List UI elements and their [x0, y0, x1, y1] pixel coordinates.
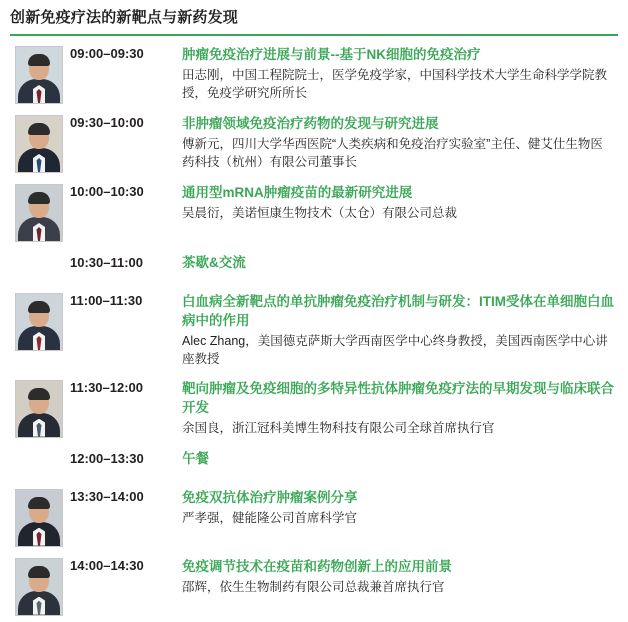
session-title: 靶向肿瘤及免疫细胞的多特异性抗体肿瘤免疫疗法的早期发现与临床联合开发 — [182, 380, 614, 415]
speaker-bio: 余国良，浙江冠科美博生物科技有限公司全球首席执行官 — [182, 420, 495, 435]
speaker-photo — [15, 184, 63, 242]
session-title: 肿瘤免疫治疗进展与前景--基于NK细胞的免疫治疗 — [182, 47, 481, 62]
agenda-list — [0, 36, 628, 621]
speaker-photo-cell — [8, 183, 70, 242]
speaker-photo — [15, 380, 63, 438]
session-time: 09:00–09:30 — [70, 46, 144, 61]
session-details — [182, 45, 620, 102]
session-title: 白血病全新靶点的单抗肿瘤免疫治疗机制与研发：ITIM受体在单细胞白血病中的作用 — [182, 294, 614, 329]
speaker-photo-cell — [8, 557, 70, 616]
speaker-photo-cell — [8, 292, 70, 351]
speaker-photo — [15, 489, 63, 547]
break-title: 午餐 — [182, 450, 209, 466]
session-time: 13:30–14:00 — [70, 488, 144, 504]
speaker-bio: 严孝强，健能隆公司首席科学官 — [182, 510, 358, 525]
agenda-row — [8, 374, 620, 443]
speaker-photo-cell — [8, 450, 70, 451]
agenda-row — [8, 109, 620, 178]
speaker-photo-cell — [8, 114, 70, 173]
speaker-photo — [15, 558, 63, 616]
speaker-photo-cell — [8, 379, 70, 438]
session-details — [182, 183, 620, 222]
agenda-row — [8, 287, 620, 374]
speaker-bio: 邵辉，依生生物制药有限公司总裁兼首席执行官 — [182, 579, 445, 594]
speaker-photo-cell — [8, 488, 70, 547]
session-time: 11:00–11:30 — [70, 293, 143, 308]
session-time: 10:30–11:00 — [70, 255, 144, 270]
speaker-photo — [15, 46, 63, 104]
speaker-bio: Alec Zhang，美国德克萨斯大学西南医学中心终身教授，美国西南医学中心讲座教授 — [182, 334, 608, 367]
session-details — [182, 450, 620, 469]
page-header — [0, 0, 628, 31]
session-title: 非肿瘤领域免疫治疗药物的发现与研究进展 — [182, 116, 439, 131]
session-details — [182, 379, 620, 437]
session-time: 10:00–10:30 — [70, 184, 144, 199]
session-title: 通用型mRNA肿瘤疫苗的最新研究进展 — [182, 185, 413, 200]
session-title: 免疫调节技术在疫苗和药物创新上的应用前景 — [182, 558, 452, 574]
speaker-photo — [15, 115, 63, 173]
session-details — [182, 114, 620, 171]
session-details — [182, 292, 620, 369]
session-time: 12:00–13:30 — [70, 450, 144, 466]
session-title: 免疫双抗体治疗肿瘤案例分享 — [182, 489, 358, 505]
agenda-row — [8, 552, 620, 621]
agenda-row — [8, 40, 620, 109]
session-time: 11:30–12:00 — [70, 379, 144, 395]
speaker-photo-cell — [8, 254, 70, 255]
speaker-photo — [15, 293, 63, 351]
agenda-row — [8, 247, 620, 287]
session-details — [182, 557, 620, 596]
speaker-bio: 吴晨衍，美诺恒康生物技术（太仓）有限公司总裁 — [182, 206, 458, 221]
agenda-row — [8, 483, 620, 552]
break-title: 茶歇&交流 — [182, 255, 246, 270]
speaker-bio: 傅新元，四川大学华西医院“人类疾病和免疫治疗实验室”主任、健艾仕生物医药科技（杭州）有限公司董事长 — [182, 137, 603, 170]
session-time: 14:00–14:30 — [70, 557, 144, 573]
agenda-row — [8, 443, 620, 483]
agenda-row — [8, 178, 620, 247]
speaker-bio: 田志刚，中国工程院院士，医学免疫学家，中国科学技术大学生命科学学院教授，免疫学研究所所长 — [182, 68, 608, 101]
session-time: 09:30–10:00 — [70, 115, 144, 130]
session-details — [182, 488, 620, 527]
session-details — [182, 254, 620, 273]
speaker-photo-cell — [8, 45, 70, 104]
page-title: 创新免疫疗法的新靶点与新药发现 — [10, 9, 239, 26]
